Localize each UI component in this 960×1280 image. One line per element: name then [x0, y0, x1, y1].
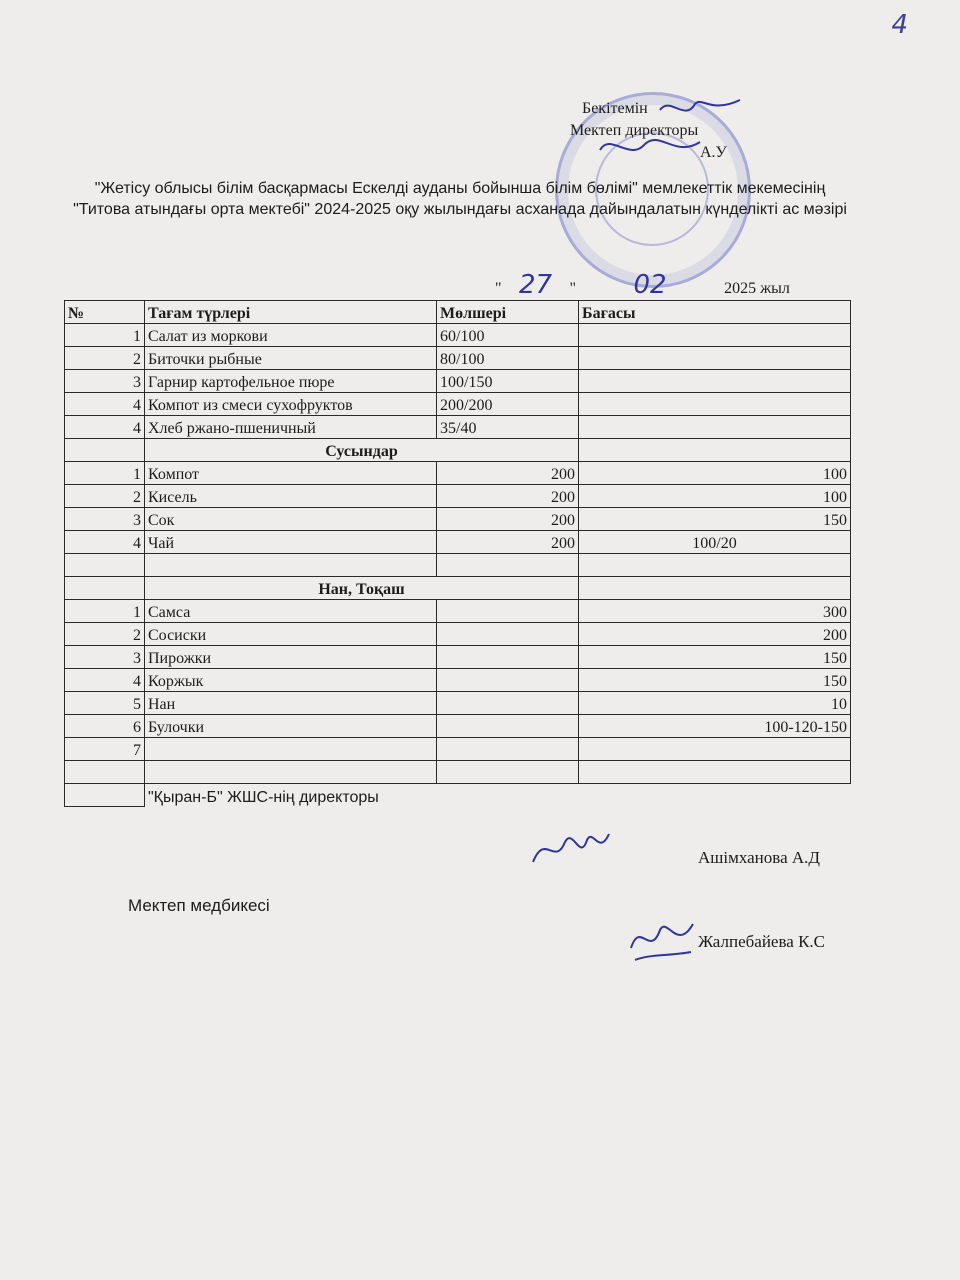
- header-price: Бағасы: [579, 301, 851, 324]
- supplier-director-label: "Қыран-Б" ЖШС-нің директоры: [145, 784, 851, 807]
- section-title-drinks: Сусындар: [145, 439, 579, 462]
- dish-name: Гарнир картофельное пюре: [145, 370, 437, 393]
- table-row: [65, 646, 851, 669]
- header-no: №: [65, 301, 145, 324]
- dish-amount: 200: [437, 531, 579, 554]
- table-row: [65, 370, 851, 393]
- document-title: "Жетісу облысы білім басқармасы Ескелді ауданы бойынша білім бөлімі" мемлекеттік мекемесінің "Титова атындағы орта мектебі" 2024-2025 оқу жылындағы асханада дайындалатын күнделікті ас мәзірі: [73, 180, 847, 218]
- row-number: 4: [65, 416, 145, 439]
- dish-amount: 200: [437, 485, 579, 508]
- dish-price: 100/20: [579, 531, 851, 554]
- dish-price: [579, 370, 851, 393]
- row-number: 4: [65, 531, 145, 554]
- blank-cell: [145, 554, 437, 577]
- dish-amount: [437, 600, 579, 623]
- blank-cell: [579, 554, 851, 577]
- blank-cell: [579, 439, 851, 462]
- menu-table: [64, 300, 851, 807]
- dish-amount: 200/200: [437, 393, 579, 416]
- dish-name: Биточки рыбные: [145, 347, 437, 370]
- blank-cell: [145, 761, 437, 784]
- row-number: 5: [65, 692, 145, 715]
- approval-line-1: Бекітемін: [582, 100, 648, 117]
- approval-line-2: Мектеп директоры: [570, 122, 699, 139]
- dish-price: 150: [579, 669, 851, 692]
- table-row: [65, 715, 851, 738]
- dish-amount: [437, 669, 579, 692]
- dish-price: [579, 738, 851, 761]
- header-amount: Мөлшері: [437, 301, 579, 324]
- row-number: 1: [65, 462, 145, 485]
- nurse-label: Мектеп медбикесі: [128, 896, 270, 915]
- table-row: [65, 393, 851, 416]
- dish-name: Нан: [145, 692, 437, 715]
- blank-cell: [437, 761, 579, 784]
- dish-name: Пирожки: [145, 646, 437, 669]
- dish-amount: 80/100: [437, 347, 579, 370]
- dish-price: 150: [579, 646, 851, 669]
- section-row-bakery: [65, 577, 851, 600]
- dish-amount: 100/150: [437, 370, 579, 393]
- dish-name: Компот из смеси сухофруктов: [145, 393, 437, 416]
- dish-price: 10: [579, 692, 851, 715]
- row-number: 1: [65, 600, 145, 623]
- section-title-bakery: Нан, Тоқаш: [145, 577, 579, 600]
- dish-name: Хлеб ржано-пшеничный: [145, 416, 437, 439]
- date-close-quote: ": [569, 280, 577, 297]
- dish-name: Булочки: [145, 715, 437, 738]
- dish-price: 300: [579, 600, 851, 623]
- dish-amount: [437, 692, 579, 715]
- row-number: 3: [65, 370, 145, 393]
- date-month: 02: [580, 270, 720, 301]
- blank-cell: [65, 577, 145, 600]
- dish-price: 100-120-150: [579, 715, 851, 738]
- dish-name: Сосиски: [145, 623, 437, 646]
- approval-line-3: А.У: [700, 144, 727, 161]
- director-signature: [590, 92, 750, 162]
- table-row: [65, 738, 851, 761]
- dish-price: [579, 393, 851, 416]
- page-number: 4: [891, 10, 908, 40]
- date-day: 27: [506, 270, 566, 301]
- dish-name: Коржык: [145, 669, 437, 692]
- nurse-signature: [625, 908, 700, 968]
- blank-cell: [65, 439, 145, 462]
- dish-price: [579, 347, 851, 370]
- section-row-drinks: [65, 439, 851, 462]
- row-number: 4: [65, 669, 145, 692]
- dish-amount: 200: [437, 462, 579, 485]
- dish-name: Кисель: [145, 485, 437, 508]
- dish-amount: [437, 715, 579, 738]
- row-number: 2: [65, 485, 145, 508]
- row-number: 3: [65, 508, 145, 531]
- dish-name: Сок: [145, 508, 437, 531]
- table-row: [65, 669, 851, 692]
- table-row: [65, 692, 851, 715]
- dish-price: [579, 324, 851, 347]
- table-row: [65, 462, 851, 485]
- dish-amount: 60/100: [437, 324, 579, 347]
- table-row: [65, 600, 851, 623]
- dish-name: Чай: [145, 531, 437, 554]
- table-header-row: [65, 301, 851, 324]
- table-row: [65, 347, 851, 370]
- table-row: [65, 324, 851, 347]
- dish-price: 100: [579, 462, 851, 485]
- dish-name: Салат из моркови: [145, 324, 437, 347]
- dish-amount: 35/40: [437, 416, 579, 439]
- row-number: 6: [65, 715, 145, 738]
- table-row: [65, 623, 851, 646]
- table-row: [65, 416, 851, 439]
- row-number: 1: [65, 324, 145, 347]
- supplier-director-name: Ашімханова А.Д: [698, 848, 820, 867]
- nurse-name: Жалпебайева К.С: [698, 932, 825, 951]
- dish-price: 200: [579, 623, 851, 646]
- dish-name: Компот: [145, 462, 437, 485]
- blank-cell: [65, 761, 145, 784]
- blank-row: [65, 761, 851, 784]
- date-year: 2025 жыл: [724, 280, 790, 297]
- row-number: 2: [65, 623, 145, 646]
- blank-cell: [65, 784, 145, 807]
- blank-cell: [437, 554, 579, 577]
- dish-price: 150: [579, 508, 851, 531]
- date-open-quote: ": [495, 280, 502, 297]
- dish-price: 100: [579, 485, 851, 508]
- table-row: [65, 531, 851, 554]
- dish-amount: [437, 623, 579, 646]
- dish-price: [579, 416, 851, 439]
- dish-amount: 200: [437, 508, 579, 531]
- table-row: [65, 485, 851, 508]
- blank-cell: [65, 554, 145, 577]
- blank-cell: [579, 577, 851, 600]
- row-number: 3: [65, 646, 145, 669]
- footer-row: [65, 784, 851, 807]
- supplier-signature: [525, 822, 615, 872]
- table-row: [65, 508, 851, 531]
- blank-cell: [579, 761, 851, 784]
- header-name: Тағам түрлері: [145, 301, 437, 324]
- row-number: 7: [65, 738, 145, 761]
- dish-amount: [437, 738, 579, 761]
- blank-row: [65, 554, 851, 577]
- date-line: [495, 270, 835, 301]
- row-number: 4: [65, 393, 145, 416]
- dish-name: [145, 738, 437, 761]
- dish-amount: [437, 646, 579, 669]
- dish-name: Самса: [145, 600, 437, 623]
- row-number: 2: [65, 347, 145, 370]
